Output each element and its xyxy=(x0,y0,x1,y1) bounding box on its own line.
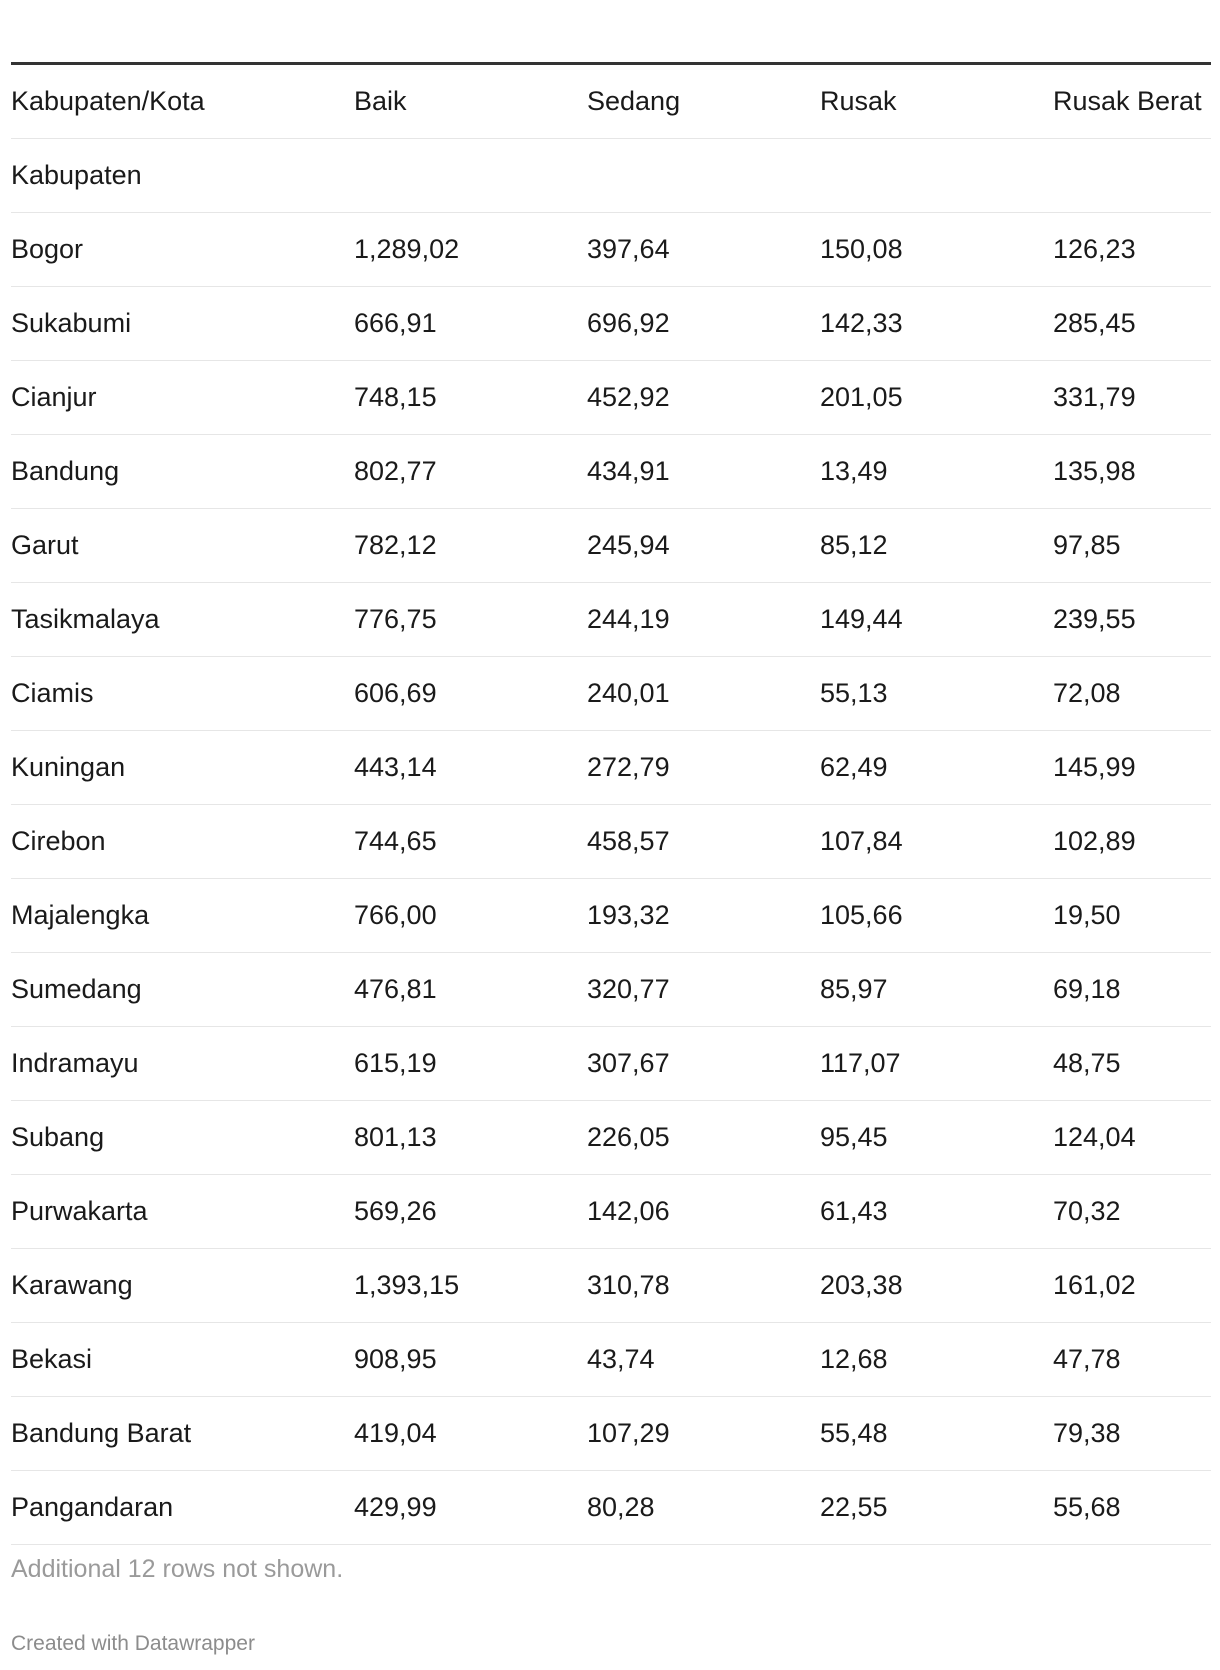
row-label-cell: Purwakarta xyxy=(11,1175,354,1249)
value-cell: 124,04 xyxy=(1053,1101,1211,1175)
table-row xyxy=(11,1249,1211,1323)
row-label-cell: Kabupaten xyxy=(11,139,354,213)
value-cell: 1,393,15 xyxy=(354,1249,587,1323)
table-row xyxy=(11,731,1211,805)
value-cell: 55,13 xyxy=(820,657,1053,731)
value-cell: 201,05 xyxy=(820,361,1053,435)
value-cell: 766,00 xyxy=(354,879,587,953)
table-row xyxy=(11,509,1211,583)
value-cell: 801,13 xyxy=(354,1101,587,1175)
table-row xyxy=(11,361,1211,435)
row-label-cell: Ciamis xyxy=(11,657,354,731)
value-cell: 397,64 xyxy=(587,213,820,287)
value-cell: 19,50 xyxy=(1053,879,1211,953)
value-cell xyxy=(587,139,820,213)
table-row xyxy=(11,1027,1211,1101)
value-cell: 285,45 xyxy=(1053,287,1211,361)
value-cell: 193,32 xyxy=(587,879,820,953)
value-cell: 43,74 xyxy=(587,1323,820,1397)
row-label-cell: Tasikmalaya xyxy=(11,583,354,657)
value-cell: 142,06 xyxy=(587,1175,820,1249)
value-cell: 107,84 xyxy=(820,805,1053,879)
row-label-cell: Subang xyxy=(11,1101,354,1175)
row-label-cell: Pangandaran xyxy=(11,1471,354,1545)
value-cell: 452,92 xyxy=(587,361,820,435)
table-row xyxy=(11,287,1211,361)
row-label-cell: Sumedang xyxy=(11,953,354,1027)
value-cell: 569,26 xyxy=(354,1175,587,1249)
value-cell: 61,43 xyxy=(820,1175,1053,1249)
value-cell: 443,14 xyxy=(354,731,587,805)
row-label-cell: Karawang xyxy=(11,1249,354,1323)
table-body xyxy=(11,139,1211,1545)
value-cell: 307,67 xyxy=(587,1027,820,1101)
value-cell: 245,94 xyxy=(587,509,820,583)
value-cell: 105,66 xyxy=(820,879,1053,953)
value-cell: 48,75 xyxy=(1053,1027,1211,1101)
value-cell: 776,75 xyxy=(354,583,587,657)
value-cell: 55,68 xyxy=(1053,1471,1211,1545)
value-cell: 226,05 xyxy=(587,1101,820,1175)
value-cell xyxy=(354,139,587,213)
value-cell: 434,91 xyxy=(587,435,820,509)
row-label-cell: Bandung xyxy=(11,435,354,509)
value-cell: 240,01 xyxy=(587,657,820,731)
column-header-rusak-berat[interactable]: Rusak Berat xyxy=(1053,65,1211,139)
value-cell: 22,55 xyxy=(820,1471,1053,1545)
value-cell: 135,98 xyxy=(1053,435,1211,509)
value-cell: 55,48 xyxy=(820,1397,1053,1471)
value-cell: 615,19 xyxy=(354,1027,587,1101)
value-cell xyxy=(820,139,1053,213)
value-cell: 47,78 xyxy=(1053,1323,1211,1397)
row-label-cell: Cianjur xyxy=(11,361,354,435)
table-row xyxy=(11,879,1211,953)
value-cell: 744,65 xyxy=(354,805,587,879)
value-cell: 310,78 xyxy=(587,1249,820,1323)
value-cell: 802,77 xyxy=(354,435,587,509)
data-table xyxy=(11,65,1211,1545)
value-cell: 97,85 xyxy=(1053,509,1211,583)
value-cell: 331,79 xyxy=(1053,361,1211,435)
value-cell: 606,69 xyxy=(354,657,587,731)
value-cell: 102,89 xyxy=(1053,805,1211,879)
value-cell: 126,23 xyxy=(1053,213,1211,287)
column-header-baik[interactable]: Baik xyxy=(354,65,587,139)
column-header-sedang[interactable]: Sedang xyxy=(587,65,820,139)
value-cell: 429,99 xyxy=(354,1471,587,1545)
datawrapper-credit: Created with Datawrapper xyxy=(11,1632,255,1655)
table-row xyxy=(11,435,1211,509)
table-row xyxy=(11,657,1211,731)
table-row xyxy=(11,953,1211,1027)
table-row xyxy=(11,1175,1211,1249)
value-cell: 69,18 xyxy=(1053,953,1211,1027)
data-table-container xyxy=(11,62,1211,1545)
value-cell: 1,289,02 xyxy=(354,213,587,287)
table-row xyxy=(11,213,1211,287)
value-cell: 72,08 xyxy=(1053,657,1211,731)
value-cell: 150,08 xyxy=(820,213,1053,287)
value-cell: 239,55 xyxy=(1053,583,1211,657)
row-label-cell: Cirebon xyxy=(11,805,354,879)
value-cell: 95,45 xyxy=(820,1101,1053,1175)
rows-not-shown-note: Additional 12 rows not shown. xyxy=(11,1555,344,1583)
value-cell: 145,99 xyxy=(1053,731,1211,805)
value-cell: 419,04 xyxy=(354,1397,587,1471)
value-cell: 908,95 xyxy=(354,1323,587,1397)
value-cell: 476,81 xyxy=(354,953,587,1027)
value-cell: 244,19 xyxy=(587,583,820,657)
value-cell: 149,44 xyxy=(820,583,1053,657)
table-row xyxy=(11,1323,1211,1397)
row-label-cell: Sukabumi xyxy=(11,287,354,361)
column-header-rusak[interactable]: Rusak xyxy=(820,65,1053,139)
row-label-cell: Bandung Barat xyxy=(11,1397,354,1471)
value-cell: 272,79 xyxy=(587,731,820,805)
value-cell: 62,49 xyxy=(820,731,1053,805)
row-label-cell: Indramayu xyxy=(11,1027,354,1101)
value-cell: 458,57 xyxy=(587,805,820,879)
value-cell: 696,92 xyxy=(587,287,820,361)
row-label-cell: Majalengka xyxy=(11,879,354,953)
row-label-cell: Bekasi xyxy=(11,1323,354,1397)
column-header-kabupaten-kota[interactable]: Kabupaten/Kota xyxy=(11,65,354,139)
value-cell: 107,29 xyxy=(587,1397,820,1471)
value-cell: 12,68 xyxy=(820,1323,1053,1397)
value-cell xyxy=(1053,139,1211,213)
row-label-cell: Bogor xyxy=(11,213,354,287)
value-cell: 79,38 xyxy=(1053,1397,1211,1471)
value-cell: 320,77 xyxy=(587,953,820,1027)
table-row xyxy=(11,1101,1211,1175)
value-cell: 203,38 xyxy=(820,1249,1053,1323)
value-cell: 142,33 xyxy=(820,287,1053,361)
value-cell: 748,15 xyxy=(354,361,587,435)
table-row xyxy=(11,1397,1211,1471)
table-row xyxy=(11,805,1211,879)
value-cell: 85,12 xyxy=(820,509,1053,583)
value-cell: 13,49 xyxy=(820,435,1053,509)
table-header-row xyxy=(11,65,1211,139)
value-cell: 85,97 xyxy=(820,953,1053,1027)
table-row xyxy=(11,583,1211,657)
row-label-cell: Kuningan xyxy=(11,731,354,805)
value-cell: 80,28 xyxy=(587,1471,820,1545)
value-cell: 161,02 xyxy=(1053,1249,1211,1323)
table-row xyxy=(11,139,1211,213)
value-cell: 782,12 xyxy=(354,509,587,583)
value-cell: 666,91 xyxy=(354,287,587,361)
value-cell: 70,32 xyxy=(1053,1175,1211,1249)
row-label-cell: Garut xyxy=(11,509,354,583)
value-cell: 117,07 xyxy=(820,1027,1053,1101)
table-row xyxy=(11,1471,1211,1545)
